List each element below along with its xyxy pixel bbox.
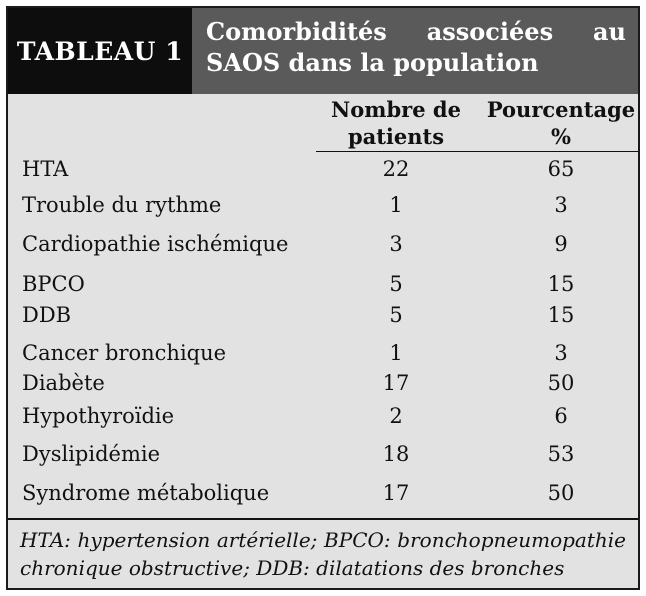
table-row <box>8 439 638 469</box>
row-percent: 53 <box>547 442 575 466</box>
table-footnote: HTA: hypertension artérielle; BPCO: bronchopneumopathie chronique obstructive; DDB: dilatations des bronches <box>8 518 638 588</box>
row-percent: 65 <box>547 157 575 181</box>
table-row <box>8 300 638 330</box>
row-count: 5 <box>389 303 403 327</box>
table-row <box>8 269 638 299</box>
row-label: Hypothyroïdie <box>22 404 175 428</box>
table-card <box>6 6 640 590</box>
row-percent: 50 <box>547 481 575 505</box>
header-divider <box>316 151 638 152</box>
table-row <box>8 478 638 508</box>
row-label: BPCO <box>22 272 85 296</box>
table-row <box>8 229 638 259</box>
row-label: Dyslipidémie <box>22 442 160 466</box>
row-count: 1 <box>389 341 403 365</box>
row-label: Cardiopathie ischémique <box>22 232 289 256</box>
row-percent: 15 <box>547 272 575 296</box>
row-label: DDB <box>22 303 72 327</box>
table-row <box>8 338 638 368</box>
table-row <box>8 190 638 220</box>
row-count: 22 <box>382 157 410 181</box>
row-label: HTA <box>22 157 69 181</box>
table-header <box>8 8 638 94</box>
table-title: Comorbidités associées au SAOS dans la population <box>192 8 638 94</box>
row-count: 1 <box>389 193 403 217</box>
row-percent: 3 <box>554 193 568 217</box>
row-count: 5 <box>389 272 403 296</box>
row-percent: 15 <box>547 303 575 327</box>
column-header-count: Nombre de patients <box>331 97 461 149</box>
row-count: 2 <box>389 404 403 428</box>
table-row <box>8 401 638 431</box>
row-count: 3 <box>389 232 403 256</box>
table-row <box>8 154 638 184</box>
row-label: Cancer bronchique <box>22 341 227 365</box>
table-number-label: TABLEAU 1 <box>8 8 192 94</box>
row-percent: 9 <box>554 232 568 256</box>
row-percent: 3 <box>554 341 568 365</box>
row-percent: 50 <box>547 371 575 395</box>
row-label: Syndrome métabolique <box>22 481 270 505</box>
row-count: 17 <box>382 371 410 395</box>
row-label: Trouble du rythme <box>22 193 222 217</box>
row-percent: 6 <box>554 404 568 428</box>
column-header-percent: Pourcentage % <box>486 97 636 149</box>
row-count: 18 <box>382 442 410 466</box>
row-label: Diabète <box>22 371 105 395</box>
table-row <box>8 368 638 398</box>
row-count: 17 <box>382 481 410 505</box>
